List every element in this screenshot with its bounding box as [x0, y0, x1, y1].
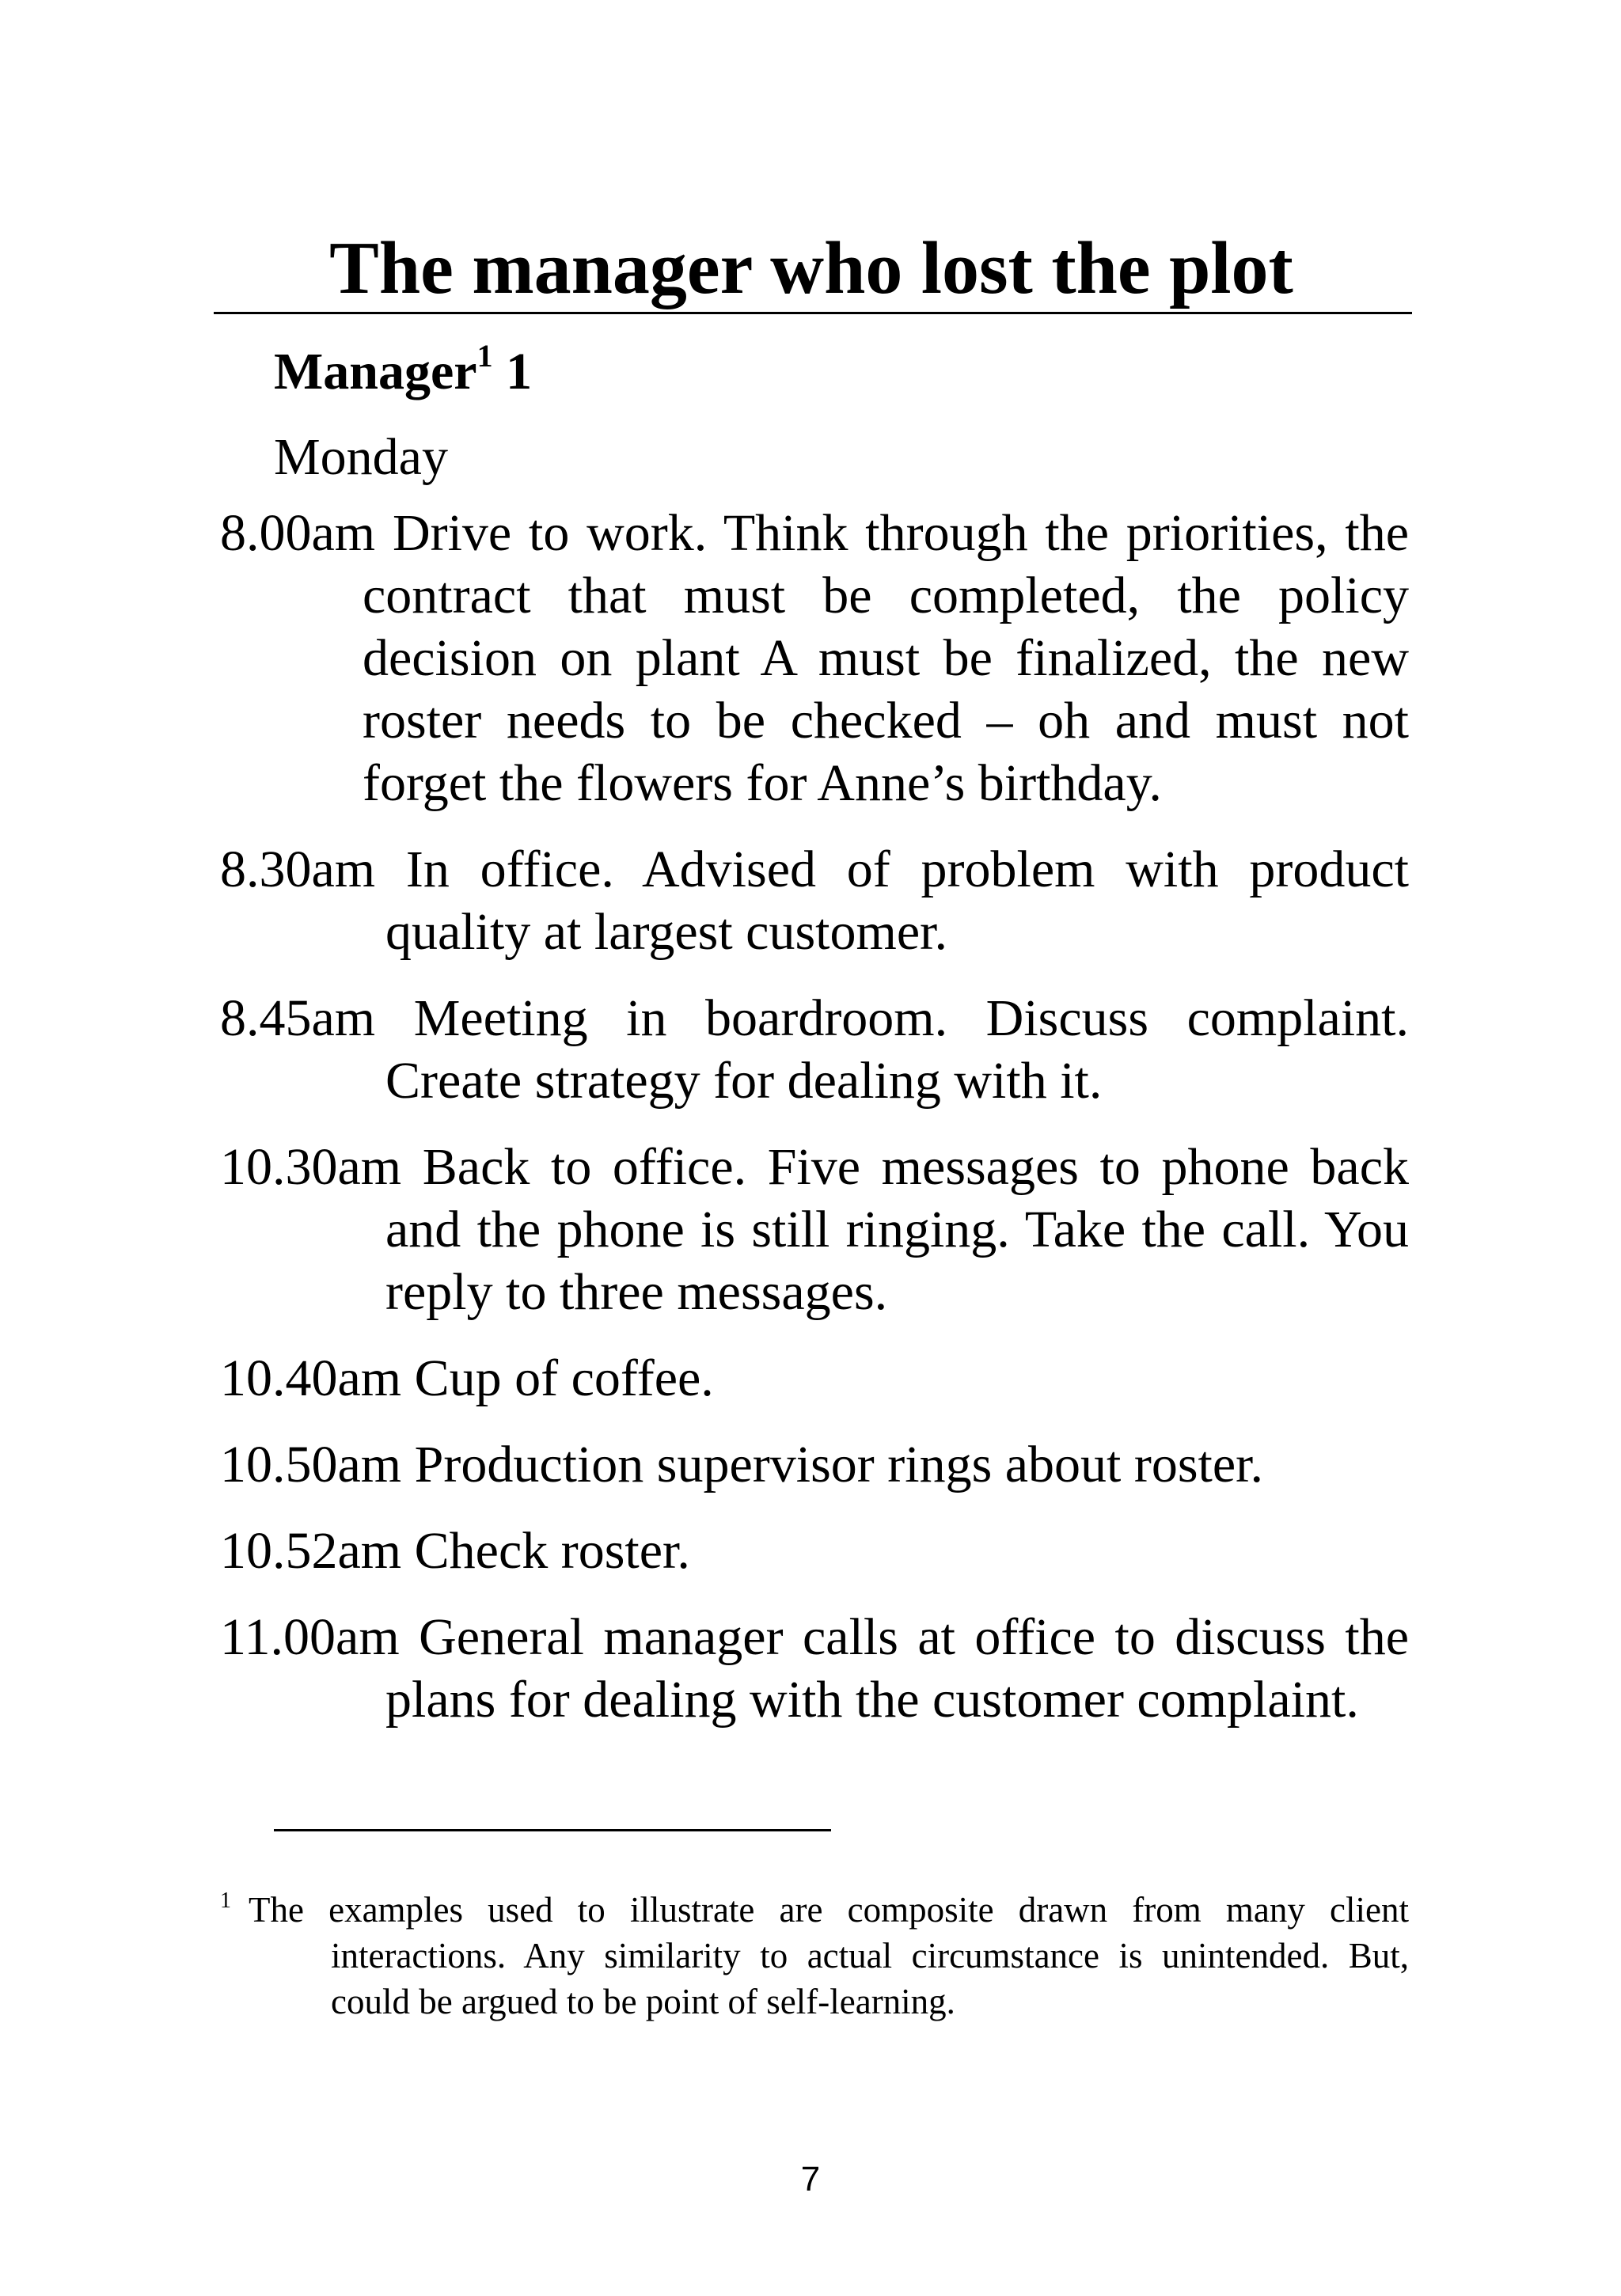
schedule-entry	[220, 838, 1409, 963]
entry-text: Back to office. Five messages to phone back and the phone is still ringing. Take the call. You reply to three messages.	[385, 1138, 1410, 1321]
entry-time: 10.30am	[220, 1138, 402, 1196]
entry-time: 10.52am	[220, 1522, 402, 1580]
footnote-reference: 1	[476, 338, 493, 374]
schedule-entry	[220, 1606, 1409, 1731]
entry-time: 8.00am	[220, 504, 376, 562]
entry-time: 8.45am	[220, 989, 376, 1047]
schedule-list	[220, 502, 1409, 1755]
schedule-entry	[220, 1433, 1409, 1496]
entry-time: 11.00am	[220, 1608, 400, 1666]
schedule-entry	[220, 1136, 1409, 1323]
schedule-entry	[220, 502, 1409, 814]
day-label: Monday	[274, 428, 448, 486]
section-heading-label: Manager	[274, 343, 477, 400]
entry-text: General manager calls at office to discuss the plans for dealing with the customer complaint.	[385, 1608, 1409, 1729]
entry-time: 10.50am	[220, 1436, 402, 1493]
page-number: 7	[800, 2160, 821, 2199]
entry-text: Production supervisor rings about roster.	[414, 1436, 1264, 1493]
entry-time: 10.40am	[220, 1349, 402, 1407]
entry-text: Drive to work. Think through the priorities, the contract that must be completed, the policy decision on plant A must be finalized, the new roster needs to be checked – oh and must not forget the flowers for Anne’s birthday.	[363, 504, 1410, 812]
entry-time: 8.30am	[220, 841, 376, 898]
entry-text: In office. Advised of problem with product quality at largest customer.	[385, 841, 1409, 961]
footnote-text: The examples used to illustrate are composite drawn from many client interactions. Any similarity to actual circumstance is unintended. But, could be argued to be point of self-learning.	[249, 1890, 1409, 2021]
schedule-entry	[220, 1520, 1409, 1582]
chapter-title: The manager who lost the plot	[329, 227, 1293, 309]
schedule-entry	[220, 987, 1409, 1112]
entry-text: Meeting in boardroom. Discuss complaint. Create strategy for dealing with it.	[385, 989, 1410, 1110]
section-heading-number: 1	[492, 343, 533, 400]
footnote	[220, 1887, 1409, 2025]
title-underline	[214, 312, 1412, 314]
footnote-separator	[274, 1829, 831, 1831]
section-heading	[274, 332, 532, 412]
entry-text: Check roster.	[414, 1522, 690, 1580]
entry-text: Cup of coffee.	[414, 1349, 714, 1407]
footnote-marker: 1	[220, 1888, 231, 1913]
schedule-entry	[220, 1347, 1409, 1410]
